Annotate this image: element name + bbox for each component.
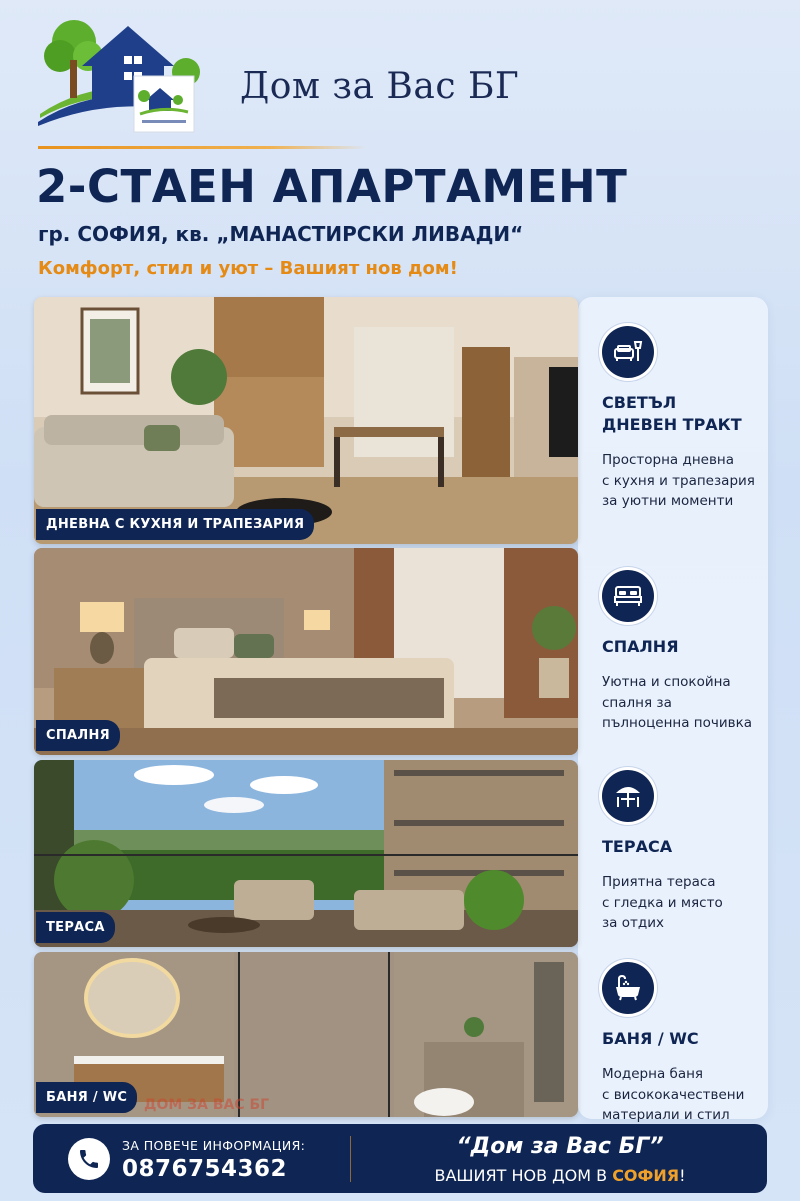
phone-icon[interactable] <box>68 1138 110 1180</box>
sofa-lamp-icon <box>602 326 654 378</box>
feature-title-line: СВЕТЪЛ <box>602 393 677 412</box>
feature-desc-line: с кухня и трапезария <box>602 472 755 489</box>
feature-desc-line: Просторна дневна <box>602 452 735 468</box>
feature-desc-line: материали и стил <box>602 1107 730 1123</box>
photo-label-living-room: ДНЕВНА С КУХНЯ И ТРАПЕЗАРИЯ <box>36 509 314 540</box>
photo-label-bedroom: СПАЛНЯ <box>36 720 120 751</box>
photo-label-terrace: ТЕРАСА <box>36 912 115 943</box>
feature-desc-line: с гледка и място <box>602 894 723 911</box>
feature-desc-line: Модерна баня <box>602 1066 704 1082</box>
feature-title-line: ДНЕВЕН ТРАКТ <box>602 415 742 434</box>
patio-umbrella-icon <box>602 770 654 822</box>
photo-bedroom <box>34 548 578 755</box>
footer-slogan <box>360 1166 760 1185</box>
footer-brand: “Дом за Вас БГ” <box>456 1134 664 1159</box>
slogan-suffix: ! <box>679 1166 686 1185</box>
phone-number-link[interactable]: 0876754362 <box>122 1156 288 1182</box>
brand-name: Дом за Вас БГ <box>240 66 520 107</box>
living-room-image <box>34 297 578 544</box>
location-subtitle: гр. СОФИЯ, кв. „МАНАСТИРСКИ ЛИВАДИ“ <box>38 222 524 246</box>
bed-icon <box>602 570 654 622</box>
photo-living-room <box>34 297 578 544</box>
watermark-text: ДОМ ЗА ВАС БГ <box>144 1097 270 1113</box>
feature-living <box>602 326 767 512</box>
feature-desc-line: с висококачествени <box>602 1086 745 1103</box>
bathtub-shower-icon <box>602 962 654 1014</box>
feature-desc-line: за отдих <box>602 915 664 931</box>
feature-bathroom <box>602 962 767 1126</box>
feature-desc-line: Приятна тераса <box>602 874 716 890</box>
contact-info-label: ЗА ПОВЕЧЕ ИНФОРМАЦИЯ: <box>122 1138 306 1153</box>
photo-label-bathroom: БАНЯ / WC <box>36 1082 137 1113</box>
feature-bedroom <box>602 570 767 734</box>
footer-divider <box>350 1136 351 1182</box>
feature-title-line: ТЕРАСА <box>602 837 673 856</box>
feature-title-line: БАНЯ / WC <box>602 1029 699 1048</box>
house-with-trees-logo-icon <box>36 14 216 134</box>
slogan-prefix: ВАШИЯТ НОВ ДОМ В <box>434 1166 613 1185</box>
feature-desc-line: за уютни моменти <box>602 493 734 509</box>
feature-desc-line: спалня за <box>602 694 672 711</box>
feature-terrace <box>602 770 767 934</box>
slogan-city: СОФИЯ <box>612 1166 680 1185</box>
page-title: 2-СТАЕН АПАРТАМЕНТ <box>36 160 628 213</box>
header-divider <box>38 146 368 149</box>
photo-terrace <box>34 760 578 947</box>
tagline: Комфорт, стил и уют – Вашият нов дом! <box>38 258 458 279</box>
feature-desc-line: пълноценна почивка <box>602 715 753 731</box>
photo-bathroom <box>34 952 578 1117</box>
feature-title-line: СПАЛНЯ <box>602 637 679 656</box>
feature-desc-line: Уютна и спокойна <box>602 674 731 690</box>
terrace-image <box>34 760 578 947</box>
brand-logo <box>36 14 216 134</box>
